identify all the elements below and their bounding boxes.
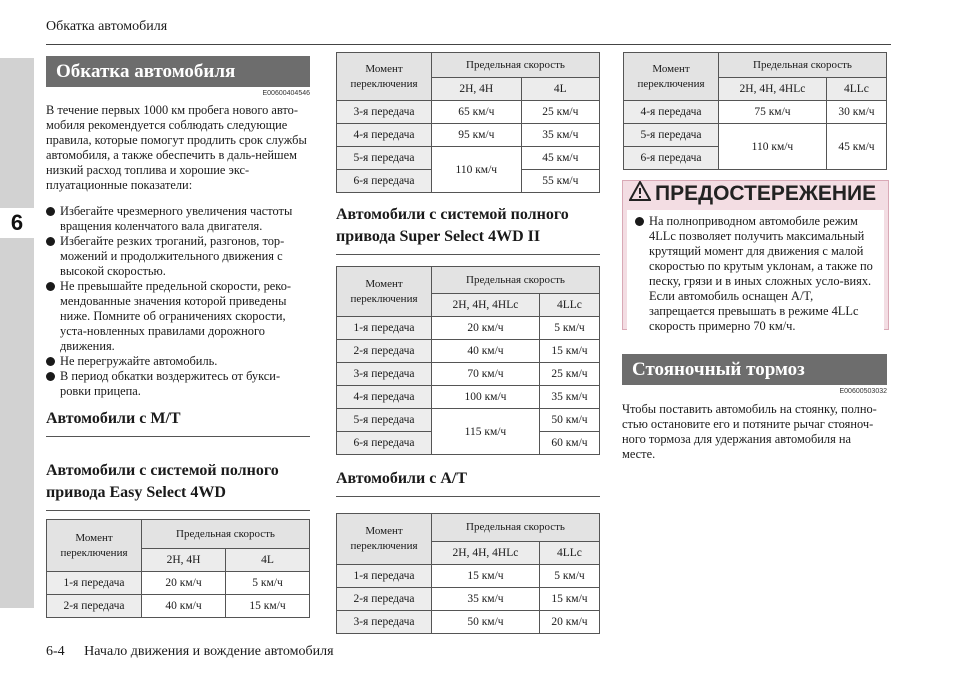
table-row bbox=[337, 565, 600, 588]
section-rule bbox=[46, 510, 310, 511]
table-cell: 25 км/ч bbox=[521, 101, 599, 124]
section-rule bbox=[46, 436, 310, 437]
table-cell: 40 км/ч bbox=[142, 595, 226, 618]
table-cell: 95 км/ч bbox=[432, 124, 522, 147]
section-rule bbox=[336, 254, 600, 255]
header-rule bbox=[46, 44, 891, 45]
section-banner-break-in: Обкатка автомобиля bbox=[46, 56, 310, 87]
section-rule bbox=[336, 496, 600, 497]
table-cell: 6-я передача bbox=[624, 147, 719, 170]
table-cell: 15 км/ч bbox=[539, 340, 599, 363]
col-header-speed: Предельная скорость bbox=[432, 514, 600, 542]
warning-triangle-icon bbox=[629, 181, 651, 207]
table-cell: 1-я передача bbox=[337, 317, 432, 340]
table-row bbox=[624, 124, 887, 147]
chapter-tab: 6 bbox=[0, 208, 34, 238]
table-cell: 70 км/ч bbox=[432, 363, 540, 386]
page-number: 6-4 bbox=[46, 644, 65, 659]
col-header-speed: Предельная скорость bbox=[142, 520, 310, 549]
bullet-icon bbox=[635, 217, 644, 226]
running-header: Обкатка автомобиля bbox=[46, 19, 168, 34]
table-cell: 100 км/ч bbox=[432, 386, 540, 409]
page-footer bbox=[46, 644, 334, 660]
table-cell: 15 км/ч bbox=[226, 595, 310, 618]
table-cell: 30 км/ч bbox=[826, 101, 886, 124]
table-cell: 50 км/ч bbox=[539, 409, 599, 432]
table-cell: 35 км/ч bbox=[432, 588, 540, 611]
table-row bbox=[337, 124, 600, 147]
easy-select-section bbox=[46, 460, 310, 511]
table-cell: 3-я передача bbox=[337, 611, 432, 634]
table-cell: 110 км/ч bbox=[432, 147, 522, 193]
section-title-mt: Автомобили с M/T bbox=[46, 410, 181, 427]
table-cell: 4-я передача bbox=[624, 101, 719, 124]
list-item: На полноприводном автомобиле режим 4LLc позволяет получить максимальный крутящий момент для движения с малой скоростью по крутым уклонам, а также по песку, грязи и в иных сложных усло-виях. Если автомобиль оснащен A/T, запрещается превышать в режиме 4LLc скорость примерно 70 км/ч. bbox=[635, 214, 878, 334]
col-subheader: 2H, 4H bbox=[432, 78, 522, 101]
section-code: E00600404546 bbox=[262, 90, 310, 97]
table-cell: 115 км/ч bbox=[432, 409, 540, 455]
section-title-at: Автомобили с A/T bbox=[336, 470, 468, 487]
speed-table-easy-select-continued bbox=[336, 52, 600, 193]
bullet-icon bbox=[46, 282, 55, 291]
table-cell: 5 км/ч bbox=[539, 565, 599, 588]
table-cell: 6-я передача bbox=[337, 432, 432, 455]
table-cell: 35 км/ч bbox=[539, 386, 599, 409]
bullet-icon bbox=[46, 237, 55, 246]
col-subheader: 2H, 4H, 4HLc bbox=[432, 294, 540, 317]
speed-table-at bbox=[336, 513, 600, 634]
at-section bbox=[336, 468, 600, 497]
table-cell: 4-я передача bbox=[337, 124, 432, 147]
table-row bbox=[47, 595, 310, 618]
col-header-speed: Предельная скорость bbox=[432, 267, 600, 294]
table-row bbox=[337, 317, 600, 340]
table-cell: 45 км/ч bbox=[826, 124, 886, 170]
col-header-speed: Предельная скорость bbox=[432, 53, 600, 78]
table-row bbox=[624, 101, 887, 124]
table-cell: 15 км/ч bbox=[539, 588, 599, 611]
table-cell: 1-я передача bbox=[337, 565, 432, 588]
col-header-moment: Момент переключения bbox=[624, 53, 719, 101]
col-subheader: 4LLc bbox=[539, 541, 599, 564]
table-cell: 3-я передача bbox=[337, 101, 432, 124]
table-cell: 1-я передача bbox=[47, 572, 142, 595]
section-title-easy-select: Автомобили с системой полного привода Easy Select 4WD bbox=[46, 462, 279, 501]
list-item: Избегайте чрезмерного увеличения частоты вращения коленчатого вала двигателя. bbox=[46, 204, 310, 234]
table-cell: 60 км/ч bbox=[539, 432, 599, 455]
col-subheader: 2H, 4H bbox=[142, 549, 226, 572]
table-cell: 75 км/ч bbox=[719, 101, 827, 124]
col-header-moment: Момент переключения bbox=[337, 267, 432, 317]
intro-paragraph: В течение первых 1000 км пробега нового авто-мобиля рекомендуется соблюдать следующие правила, которые помогут продлить срок службы автомобиля, а также обеспечить в даль-нейшем низкий расход топлива и хорошие экс-плуатационные показатели: bbox=[46, 103, 307, 192]
table-cell: 110 км/ч bbox=[719, 124, 827, 170]
table-cell: 25 км/ч bbox=[539, 363, 599, 386]
col-subheader: 4LLc bbox=[826, 78, 886, 101]
table-row bbox=[47, 572, 310, 595]
parking-brake-section bbox=[622, 354, 887, 462]
table-cell: 40 км/ч bbox=[432, 340, 540, 363]
table-cell: 20 км/ч bbox=[142, 572, 226, 595]
table-cell: 5-я передача bbox=[624, 124, 719, 147]
mt-section bbox=[46, 408, 310, 437]
list-item: Избегайте резких троганий, разгонов, тор-можений и продолжительного движения с высокой скоростью. bbox=[46, 234, 310, 279]
warning-body bbox=[627, 210, 884, 338]
col-subheader: 4L bbox=[521, 78, 599, 101]
col-subheader: 2H, 4H, 4HLc bbox=[719, 78, 827, 101]
table-cell: 5-я передача bbox=[337, 147, 432, 170]
table-cell: 5-я передача bbox=[337, 409, 432, 432]
table-row bbox=[337, 386, 600, 409]
parking-paragraph: Чтобы поставить автомобиль на стоянку, полно-стью остановите его и потяните рычаг стояноч-ного тормоза для удержания автомобиля на месте. bbox=[622, 402, 877, 461]
list-item: В период обкатки воздержитесь от букси-ровки прицепа. bbox=[46, 369, 310, 399]
table-row bbox=[337, 340, 600, 363]
table-cell: 50 км/ч bbox=[432, 611, 540, 634]
table-cell: 5 км/ч bbox=[226, 572, 310, 595]
speed-table-easy-select bbox=[46, 519, 310, 618]
table-cell: 5 км/ч bbox=[539, 317, 599, 340]
bullet-icon bbox=[46, 357, 55, 366]
table-cell: 35 км/ч bbox=[521, 124, 599, 147]
col-subheader: 2H, 4H, 4HLc bbox=[432, 541, 540, 564]
table-cell: 2-я передача bbox=[337, 340, 432, 363]
warning-title: ПРЕДОСТЕРЕЖЕНИЕ bbox=[655, 182, 877, 205]
table-row bbox=[337, 147, 600, 170]
col-header-speed: Предельная скорость bbox=[719, 53, 887, 78]
col-subheader: 4LLc bbox=[539, 294, 599, 317]
table-cell: 20 км/ч bbox=[539, 611, 599, 634]
col-subheader: 4L bbox=[226, 549, 310, 572]
col-header-moment: Момент переключения bbox=[337, 53, 432, 101]
recommendation-list bbox=[46, 204, 310, 399]
table-cell: 2-я передача bbox=[47, 595, 142, 618]
warning-header bbox=[623, 181, 888, 210]
col-header-moment: Момент переключения bbox=[47, 520, 142, 572]
table-row bbox=[337, 363, 600, 386]
table-row bbox=[337, 409, 600, 432]
list-item: Не превышайте предельной скорости, реко-мендованные значения которой приведены ниже. Помните об ограничениях скорости, уста-новленных правилами дорожного движения. bbox=[46, 279, 310, 354]
table-row bbox=[337, 611, 600, 634]
table-cell: 55 км/ч bbox=[521, 170, 599, 193]
list-item: Не перегружайте автомобиль. bbox=[46, 354, 310, 369]
section-code: E00600503032 bbox=[839, 388, 887, 395]
table-row bbox=[337, 101, 600, 124]
section-banner-parking-brake: Стояночный тормоз bbox=[622, 354, 887, 385]
col-header-moment: Момент переключения bbox=[337, 514, 432, 565]
chapter-title: Начало движения и вождение автомобиля bbox=[84, 644, 334, 659]
left-column bbox=[46, 56, 310, 399]
table-cell: 65 км/ч bbox=[432, 101, 522, 124]
table-cell: 6-я передача bbox=[337, 170, 432, 193]
table-row bbox=[337, 588, 600, 611]
bullet-icon bbox=[46, 207, 55, 216]
table-cell: 45 км/ч bbox=[521, 147, 599, 170]
bullet-icon bbox=[46, 372, 55, 381]
table-cell: 20 км/ч bbox=[432, 317, 540, 340]
chapter-strip bbox=[0, 58, 34, 608]
super-select-section bbox=[336, 204, 600, 255]
speed-table-at-continued bbox=[623, 52, 887, 170]
section-title-super-select: Автомобили с системой полного привода Super Select 4WD II bbox=[336, 206, 569, 245]
table-cell: 15 км/ч bbox=[432, 565, 540, 588]
table-cell: 2-я передача bbox=[337, 588, 432, 611]
warning-box bbox=[622, 180, 889, 333]
table-cell: 3-я передача bbox=[337, 363, 432, 386]
speed-table-super-select bbox=[336, 266, 600, 455]
table-cell: 4-я передача bbox=[337, 386, 432, 409]
